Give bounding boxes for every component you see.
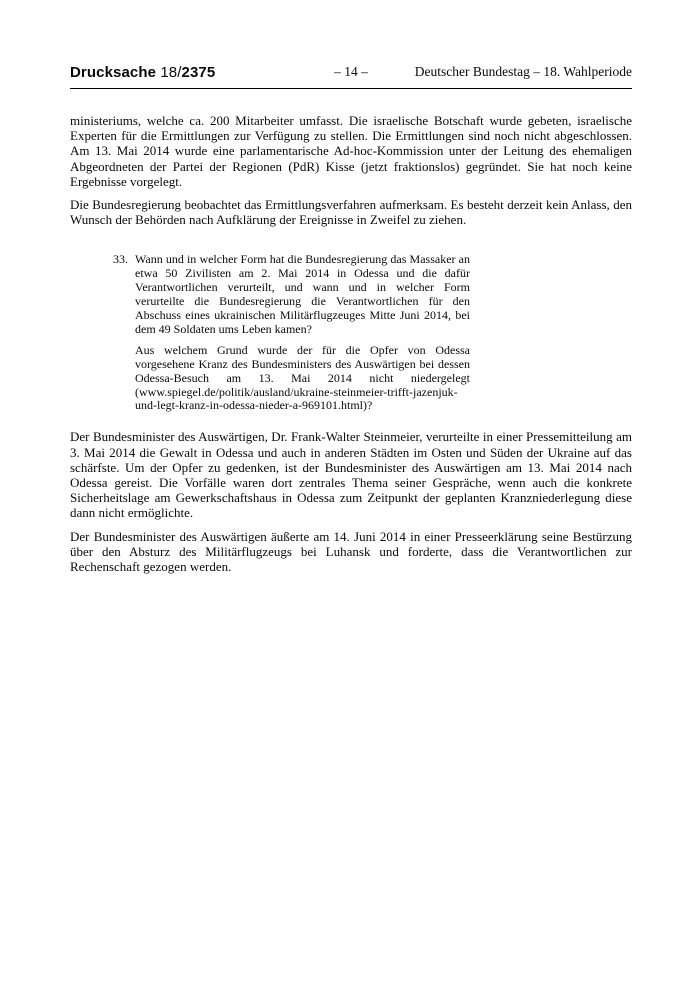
publication-title: Deutscher Bundestag – 18. Wahlperiode: [414, 64, 632, 79]
page-number: – 14 –: [334, 64, 368, 79]
question-33-number: 33.: [113, 252, 128, 267]
question-33-part-1: Wann und in welcher Form hat die Bundesregierung das Massaker an etwa 50 Zivilisten am 2. Mai 2014 in Odessa und die dafür Verantwortlichen verurteilt, und wann und in welcher Form verurteilte die Bundesregierung die Verantwortlichen für den Abschuss eines ukrainischen Militärflugzeuges Mitte Juni 2014, bei dem 49 Soldaten ums Leben kamen?: [135, 252, 470, 336]
body-paragraph-1: ministeriums, welche ca. 200 Mitarbeiter umfasst. Die israelische Botschaft wurde gebeten, israelische Experten für die Ermittlungen zur Verfügung zu stellen. Die Ermittlungen sind noch nicht abgeschlossen. Am 13. Mai 2014 wurde eine parlamentarische Ad-hoc-Kommission unter der Leitung des ehemaligen Abgeordneten der Partei der Regionen (PdR) Kisse (jetzt fraktionslos) gegründet. Sie hat noch keine Ergebnisse vorgelegt.: [70, 113, 632, 189]
question-33-block: [113, 253, 470, 413]
answer-paragraph-2: Der Bundesminister des Auswärtigen äußerte am 14. Juni 2014 in einer Presseerklärung seine Bestürzung über den Absturz des Militärflugzeugs bei Luhansk und forderte, dass die Verantwortlichen zur Rechenschaft gezogen werden.: [70, 528, 632, 575]
document-number-label: Drucksache: [70, 64, 157, 81]
document-number-prefix: 18/: [160, 64, 182, 81]
answer-paragraph-1: Der Bundesminister des Auswärtigen, Dr. Frank-Walter Steinmeier, verurteilte in einer Pressemitteilung am 3. Mai 2014 die Gewalt in Odessa und auch in anderen Städten im Osten und Süden der Ukraine auf das schärfste. Um der Opfer zu gedenken, ist der Bundesminister des Auswärtigen am 13. Mai 2014 nach Odessa gereist. Die Vorfälle waren dort zentrales Thema seiner Gespräche, wenn auch die konkrete Sicherheitslage am Gewerkschaftshaus in Odessa zum Zeitpunkt der geplanten Kranzniederlegung diese dann nicht ermöglichte.: [70, 429, 632, 521]
question-33-texts: [135, 253, 470, 413]
document-number-value: 2375: [181, 64, 216, 81]
question-33-part-2: Aus welchem Grund wurde der für die Opfer von Odessa vorgesehene Kranz des Bundesministers des Auswärtigen bei dessen Odessa-Besuch am 13. Mai 2014 nicht niedergelegt (www.spiegel.de/politik/ausland/ukraine-steinmeier-trifft-jazenjuk-und-legt-kranz-in-odessa-nieder-a-969101.html)?: [135, 342, 470, 413]
page-header: [70, 60, 632, 89]
document-number: [70, 64, 215, 81]
body-paragraph-2: Die Bundesregierung beobachtet das Ermittlungsverfahren aufmerksam. Es besteht derzeit kein Anlass, den Wunsch der Behörden nach Aufklärung der Ereignisse in Zweifel zu ziehen.: [70, 197, 632, 228]
document-body: [70, 113, 632, 582]
